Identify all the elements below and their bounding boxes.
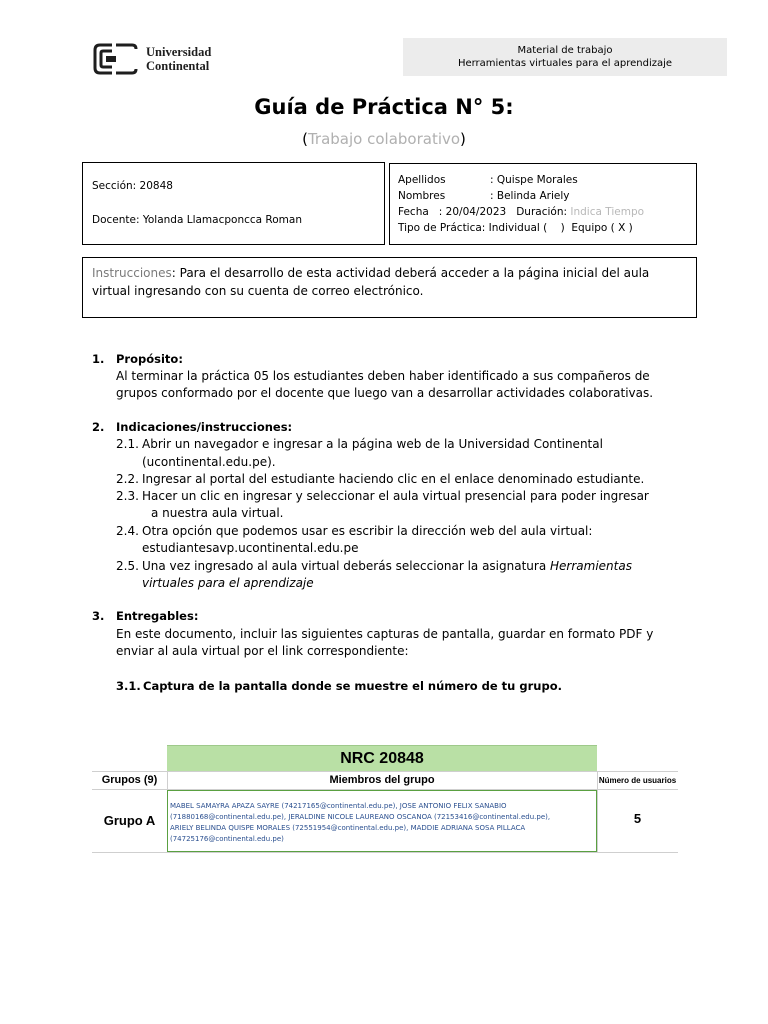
material-line2: Herramientas virtuales para el aprendizaje xyxy=(457,58,673,69)
item-3-1-text: Captura de la pantalla donde se muestre el número de tu grupo. xyxy=(143,679,562,693)
col-users-header: Número de usuarios xyxy=(598,776,677,785)
item-2-2-line1: Ingresar al portal del estudiante haciendo clic en el enlace denominado estudiante. xyxy=(142,472,645,486)
members-line1: MABEL SAMAYRA APAZA SAYRE (74217165@continental.edu.pe), JOSE ANTONIO FELIX SANABIO xyxy=(170,802,507,810)
section-info-box xyxy=(82,162,385,245)
university-logo xyxy=(92,42,224,76)
user-count-cell: 5 xyxy=(633,811,642,826)
item-2-5-italic: Herramientas xyxy=(550,559,632,573)
fecha-row xyxy=(398,206,644,218)
seccion-text: Sección: 20848 xyxy=(92,180,173,192)
instructions-label: Instrucciones xyxy=(92,266,172,280)
page-subtitle xyxy=(0,130,768,148)
item-2-5-text: Una vez ingresado al aula virtual deberás seleccionar la asignatura xyxy=(142,559,547,573)
subtitle-text: Trabajo colaborativo xyxy=(307,130,461,148)
duracion-label: Duración: xyxy=(516,206,568,218)
section2-number: 2. xyxy=(92,420,105,434)
group-table-screenshot xyxy=(92,745,678,853)
item-2-1-number: 2.1. xyxy=(116,437,139,451)
item-3-1-number: 3.1. xyxy=(116,679,141,693)
members-line2: (71880168@continental.edu.pe), JERALDINE NICOLE LAUREANO OSCANOA (72153416@continental.edu.pe), xyxy=(170,813,551,821)
duracion-value: Indica Tiempo xyxy=(570,206,645,218)
material-line1: Material de trabajo xyxy=(517,45,613,56)
section1-text2: grupos conformado por el docente que luego van a desarrollar actividades colaborativas. xyxy=(116,386,654,400)
item-2-3-number: 2.3. xyxy=(116,489,139,503)
section3-text2: enviar al aula virtual por el link correspondiente: xyxy=(116,644,409,658)
fecha-text: Fecha : 20/04/2023 xyxy=(398,206,507,218)
section1-number: 1. xyxy=(92,352,105,366)
item-2-3-line1: Hacer un clic en ingresar y seleccionar el aula virtual presencial para poder ingresar xyxy=(142,489,649,503)
table-bottom-line xyxy=(92,852,678,853)
instructions-text: : Para el desarrollo de esta actividad deberá acceder a la página inicial del aula virtual ingresando con su cuenta de correo electrónico. xyxy=(92,266,650,298)
item-2-1-line2: (ucontinental.edu.pe). xyxy=(142,455,276,469)
item-2-4-line1: Otra opción que podemos usar es escribir la dirección web del aula virtual: xyxy=(142,524,593,538)
col-members-header: Miembros del grupo xyxy=(329,774,435,786)
subtitle-close: ) xyxy=(460,130,466,148)
instructions-box xyxy=(82,257,697,318)
student-info-box xyxy=(389,163,697,245)
section1-title: Propósito: xyxy=(116,352,183,366)
item-2-5-line2: virtuales para el aprendizaje xyxy=(142,576,314,590)
section2-title: Indicaciones/instrucciones: xyxy=(116,420,293,434)
university-line1: Universidad xyxy=(146,45,212,59)
group-name-cell: Grupo A xyxy=(103,813,156,828)
item-2-4-number: 2.4. xyxy=(116,524,139,538)
item-2-5-number: 2.5. xyxy=(116,559,139,573)
apellidos-value: : Quispe Morales xyxy=(490,174,578,186)
continental-logo-icon xyxy=(92,42,138,76)
nombres-label: Nombres xyxy=(398,190,446,202)
docente-text: Docente: Yolanda Llamacponcca Roman xyxy=(92,214,302,226)
page-title: Guía de Práctica N° 5: xyxy=(254,95,514,119)
members-cell xyxy=(167,790,597,852)
subtitle-open: ( xyxy=(302,130,308,148)
members-line3: ARIELY BELINDA QUISPE MORALES (72551954@continental.edu.pe), MADDIE ADRIANA SOSA PILLACA xyxy=(170,824,526,832)
section1-text1: Al terminar la práctica 05 los estudiantes deben haber identificado a sus compañeros de xyxy=(116,369,650,383)
logo-text xyxy=(146,45,211,73)
item-2-2-number: 2.2. xyxy=(116,472,139,486)
apellidos-row xyxy=(398,174,578,186)
apellidos-label: Apellidos xyxy=(398,174,446,186)
item-2-5-line1 xyxy=(142,558,632,575)
members-line4: (74725176@continental.edu.pe) xyxy=(170,835,284,843)
section3-title: Entregables: xyxy=(116,609,199,623)
nrc-header: NRC 20848 xyxy=(167,745,597,771)
col-groups-header: Grupos (9) xyxy=(101,774,158,786)
item-2-3-line2: a nuestra aula virtual. xyxy=(151,506,284,520)
section3-text1: En este documento, incluir las siguientes capturas de pantalla, guardar en formato PDF y xyxy=(116,627,654,641)
nombres-value: : Belinda Ariely xyxy=(490,190,570,202)
tipo-practica-row: Tipo de Práctica: Individual ( ) Equipo ( X ) xyxy=(398,222,633,234)
nombres-row xyxy=(398,190,569,202)
material-box xyxy=(403,38,727,76)
university-line2: Continental xyxy=(146,59,210,73)
item-2-4-line2: estudiantesavp.ucontinental.edu.pe xyxy=(142,541,359,555)
section3-number: 3. xyxy=(92,609,105,623)
item-2-1-line1: Abrir un navegador e ingresar a la página web de la Universidad Continental xyxy=(142,437,603,451)
